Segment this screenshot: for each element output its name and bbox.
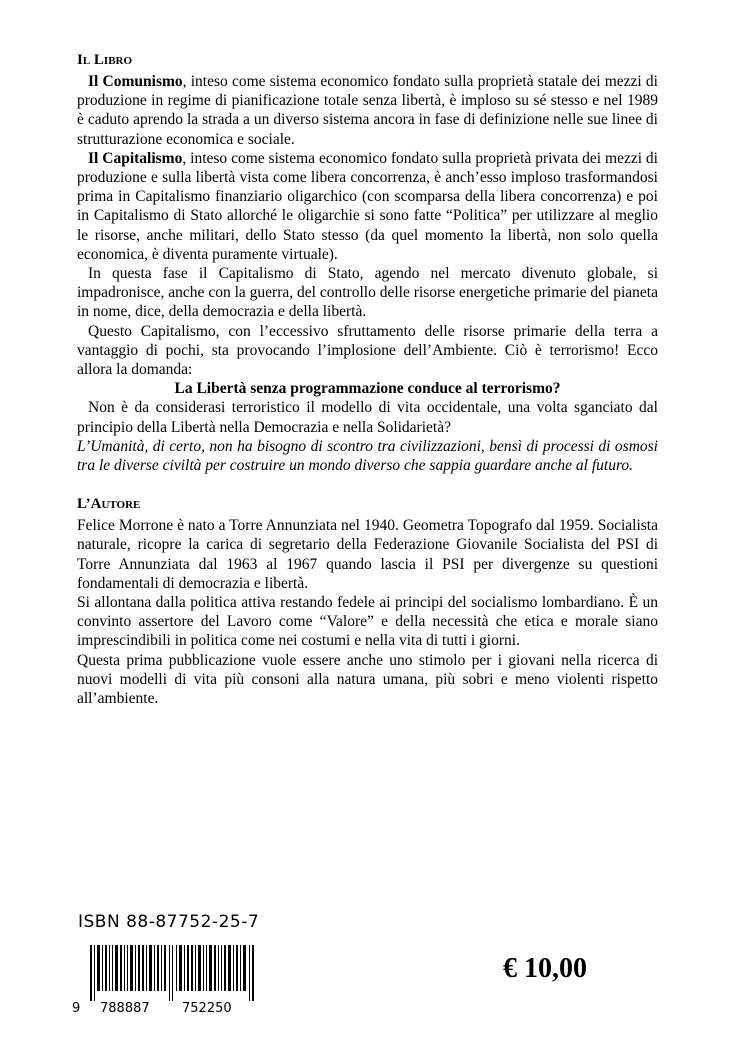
- key-question: La Libertà senza programmazione conduce al terrorismo?: [174, 380, 561, 398]
- barcode-group-left: 788887: [100, 1001, 150, 1016]
- text-content: [77, 50, 658, 708]
- barcode-digit-first: 9: [72, 1001, 81, 1016]
- paragraph-capitalismo: [77, 149, 658, 264]
- paragraph-capitalismo-stato: In questa fase il Capitalismo di Stato, agendo nel mercato divenuto globale, si impadronisce, anche con la guerra, del controllo delle risorse energetiche primarie del pianeta in nome, dice, della democrazia e della libertà.: [77, 265, 658, 321]
- paragraph-comunismo-text: , inteso come sistema economico fondato sulla proprietà statale dei mezzi di produzione in regime di pianificazione totale senza libertà, è imploso su sé stesso e nel 1989 è caduto aprendo la strada a un diverso sistema ancora in fase di definizione nelle sue linee di strutturazione economica e sociale.: [77, 73, 658, 148]
- section-heading-libro: Il Libro: [77, 52, 133, 68]
- term-capitalismo: Il Capitalismo: [88, 149, 183, 167]
- barcode-icon: [84, 945, 274, 1001]
- paragraph-pubblicazione: Questa prima pubblicazione vuole essere anche uno stimolo per i giovani nella ricerca di nuovi modelli di vita più consoni alla natura umana, più sobri e meno violenti rispetto all’ambiente.: [77, 651, 658, 708]
- paragraph-capitalismo-text: , inteso come sistema economico fondato sulla proprietà privata dei mezzi di produzione e sulla libertà vista come libera concorrenza, è anch’esso imploso trasformandosi prima in Capitalismo finanziario oligarchico (con scomparsa della libera concorrenza) e poi in Capitalismo di Stato allorché le oligarchie si sono fatte “Politica” per utilizzare al meglio le risorse, anche militari, dello Stato stesso (da quel momento la libertà, non solo quella economica, è diventa puramente virtuale).: [77, 149, 658, 263]
- isbn-label: ISBN 88-87752-25-7: [78, 912, 260, 932]
- barcode-group-right: 752250: [182, 1001, 232, 1016]
- paragraph-biografia: Felice Morrone è nato a Torre Annunziata nel 1940. Geometra Topografo dal 1959. Socialista naturale, ricopre la carica di segretario della Federazione Giovanile Socialista del PSI di Torre Annunziata dal 1963 al 1967 quando lascia il PSI per divergenze su questioni fondamentali di democrazia e libertà.: [77, 517, 658, 592]
- paragraph-umanita: L’Umanità, di certo, non ha bisogno di scontro tra civilizzazioni, bensì di processi di osmosi tra le diverse civiltà per costruire un mondo diverso che sappia guardare anche al futuro.: [77, 437, 658, 475]
- paragraph-ambiente: Questo Capitalismo, con l’eccessivo sfruttamento delle risorse primarie della terra a vantaggio di pochi, sta provocando l’implosione dell’Ambiente. Ciò è terrorismo! Ecco allora la domanda:: [77, 322, 658, 379]
- paragraph-comunismo: [77, 72, 658, 149]
- term-comunismo: Il Comunismo: [88, 73, 183, 90]
- paragraph-modello-occidentale: Non è da considerasi terroristico il modello di vita occidentale, una volta sganciato dal principio della Libertà nella Democrazia e nella Solidarietà?: [77, 399, 658, 436]
- section-heading-autore: L’Autore: [77, 496, 141, 513]
- price-label: € 10,00: [503, 953, 587, 984]
- paragraph-politica: Si allontana dalla politica attiva restando fedele ai principi del socialismo lombardiano. È un convinto assertore del Lavoro come “Valore” e della necessità che etica e morale siano imprescindibili in politica come nei costumi e nella vita di tutti i giorni.: [77, 594, 658, 650]
